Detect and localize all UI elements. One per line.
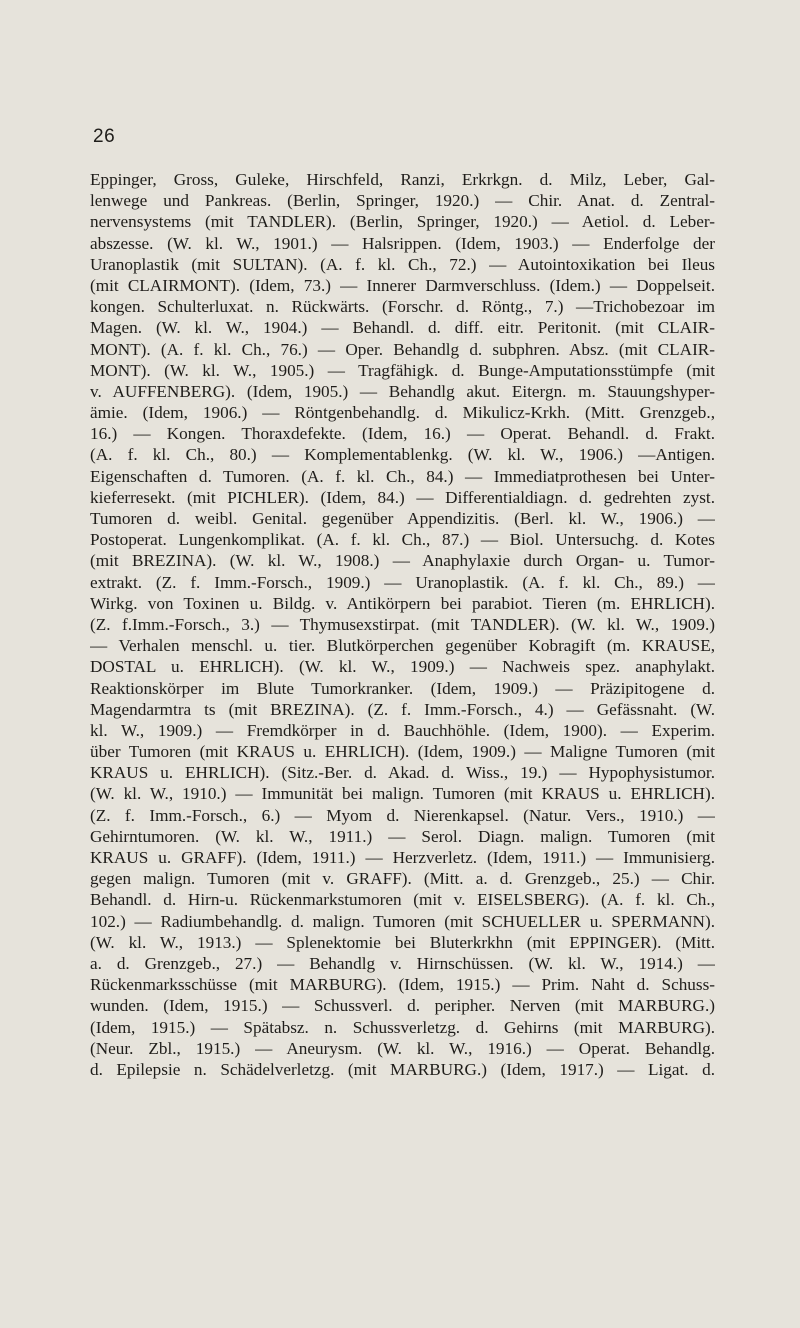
text-line: MONT). (W. kl. W., 1905.) — Tragfähigk. d. Bunge-Amputationsstümpfe (mit (90, 360, 715, 380)
bibliography-paragraph (90, 169, 715, 1080)
text-line: DOSTAL u. EHRLICH). (W. kl. W., 1909.) — Nachweis spez. anaphylakt. (90, 657, 715, 677)
text-line: v. AUFFENBERG). (Idem, 1905.) — Behandlg akut. Eitergn. m. Stauungshyper- (90, 381, 715, 401)
text-line: über Tumoren (mit KRAUS u. EHRLICH). (Idem, 1909.) — Maligne Tumoren (mit (90, 742, 715, 762)
page-number: 26 (93, 126, 116, 147)
text-line: (Z. f.Imm.-Forsch., 3.) — Thymusexstirpat. (mit TANDLER). (W. kl. W., 1909.) (90, 614, 715, 634)
text-line: (mit BREZINA). (W. kl. W., 1908.) — Anaphylaxie durch Organ- u. Tumor- (90, 551, 715, 571)
text-line: (W. kl. W., 1913.) — Splenektomie bei Bluterkrkhn (mit EPPINGER). (Mitt. (90, 932, 715, 952)
text-line: Rückenmarksschüsse (mit MARBURG). (Idem, 1915.) — Prim. Naht d. Schuss- (90, 975, 715, 995)
text-line: extrakt. (Z. f. Imm.-Forsch., 1909.) — Uranoplastik. (A. f. kl. Ch., 89.) — (90, 572, 715, 592)
text-line: kongen. Schulterluxat. n. Rückwärts. (Forschr. d. Röntg., 7.) —Trichobezoar im (90, 297, 715, 317)
text-line: (mit CLAIRMONT). (Idem, 73.) — Innerer Darmverschluss. (Idem.) — Doppelseit. (90, 275, 715, 295)
text-line: Magen. (W. kl. W., 1904.) — Behandl. d. diff. eitr. Peritonit. (mit CLAIR- (90, 318, 715, 338)
text-line: KRAUS u. GRAFF). (Idem, 1911.) — Herzverletz. (Idem, 1911.) — Immunisierg. (90, 848, 715, 867)
text-line: Reaktionskörper im Blute Tumorkranker. (Idem, 1909.) — Präzipitogene d. (90, 678, 715, 698)
text-line: wunden. (Idem, 1915.) — Schussverl. d. peripher. Nerven (mit MARBURG.) (90, 996, 715, 1016)
text-line: d. Epilepsie n. Schädelverletzg. (mit MARBURG.) (Idem, 1917.) — Ligat. d. (90, 1059, 715, 1079)
text-line: Eigenschaften d. Tumoren. (A. f. kl. Ch., 84.) — Immediatprothesen bei Unter- (90, 466, 715, 486)
text-line: Tumoren d. weibl. Genital. gegenüber Appendizitis. (Berl. kl. W., 1906.) — (90, 509, 715, 528)
text-line: Postoperat. Lungenkomplikat. (A. f. kl. Ch., 87.) — Biol. Untersuchg. d. Kotes (90, 530, 715, 550)
text-line: a. d. Grenzgeb., 27.) — Behandlg v. Hirnschüssen. (W. kl. W., 1914.) — (90, 953, 715, 973)
text-line: abszesse. (W. kl. W., 1901.) — Halsrippen. (Idem, 1903.) — Enderfolge der (90, 233, 715, 253)
text-line: lenwege und Pankreas. (Berlin, Springer, 1920.) — Chir. Anat. d. Zentral- (90, 191, 715, 211)
text-line: KRAUS u. EHRLICH). (Sitz.-Ber. d. Akad. d. Wiss., 19.) — Hypophysistumor. (90, 763, 715, 783)
text-line: gegen malign. Tumoren (mit v. GRAFF). (Mitt. a. d. Grenzgeb., 25.) — Chir. (90, 869, 715, 889)
text-line: 16.) — Kongen. Thoraxdefekte. (Idem, 16.) — Operat. Behandl. d. Frakt. (90, 424, 715, 444)
text-line: (Idem, 1915.) — Spätabsz. n. Schussverletzg. d. Gehirns (mit MARBURG). (90, 1017, 715, 1037)
text-line: nervensystems (mit TANDLER). (Berlin, Springer, 1920.) — Aetiol. d. Leber- (90, 212, 715, 232)
text-line: Magendarmtra ts (mit BREZINA). (Z. f. Imm.-Forsch., 4.) — Gefässnaht. (W. (90, 699, 715, 719)
text-line: Uranoplastik (mit SULTAN). (A. f. kl. Ch., 72.) — Autointoxikation bei Ileus (90, 254, 715, 274)
text-line: Gehirntumoren. (W. kl. W., 1911.) — Serol. Diagn. malign. Tumoren (mit (90, 826, 715, 846)
text-line: — Verhalen menschl. u. tier. Blutkörperchen gegenüber Kobragift (m. KRAUSE, (90, 636, 715, 656)
text-line: Wirkg. von Toxinen u. Bildg. v. Antikörpern bei parabiot. Tieren (m. EHRLICH). (90, 593, 715, 613)
text-line: Eppinger, Gross, Guleke, Hirschfeld, Ranzi, Erkrkgn. d. Milz, Leber, Gal- (90, 170, 715, 189)
text-line: ämie. (Idem, 1906.) — Röntgenbehandlg. d. Mikulicz-Krkh. (Mitt. Grenzgeb., (90, 403, 715, 423)
text-line: Behandl. d. Hirn-u. Rückenmarkstumoren (mit v. EISELSBERG). (A. f. kl. Ch., (90, 890, 715, 910)
text-line: (Neur. Zbl., 1915.) — Aneurysm. (W. kl. W., 1916.) — Operat. Behandlg. (90, 1038, 715, 1058)
text-line: (Z. f. Imm.-Forsch., 6.) — Myom d. Nierenkapsel. (Natur. Vers., 1910.) — (90, 805, 715, 825)
text-line: kl. W., 1909.) — Fremdkörper in d. Bauchhöhle. (Idem, 1900). — Experim. (90, 720, 715, 740)
text-line: MONT). (A. f. kl. Ch., 76.) — Oper. Behandlg d. subphren. Absz. (mit CLAIR- (90, 339, 715, 359)
text-line: (A. f. kl. Ch., 80.) — Komplementablenkg. (W. kl. W., 1906.) —Antigen. (90, 445, 715, 465)
text-line: (W. kl. W., 1910.) — Immunität bei malign. Tumoren (mit KRAUS u. EHRLICH). (90, 784, 715, 804)
text-line: 102.) — Radiumbehandlg. d. malign. Tumoren (mit SCHUELLER u. SPERMANN). (90, 911, 715, 931)
text-line: kieferresekt. (mit PICHLER). (Idem, 84.) — Differentialdiagn. d. gedrehten zyst. (90, 487, 715, 507)
